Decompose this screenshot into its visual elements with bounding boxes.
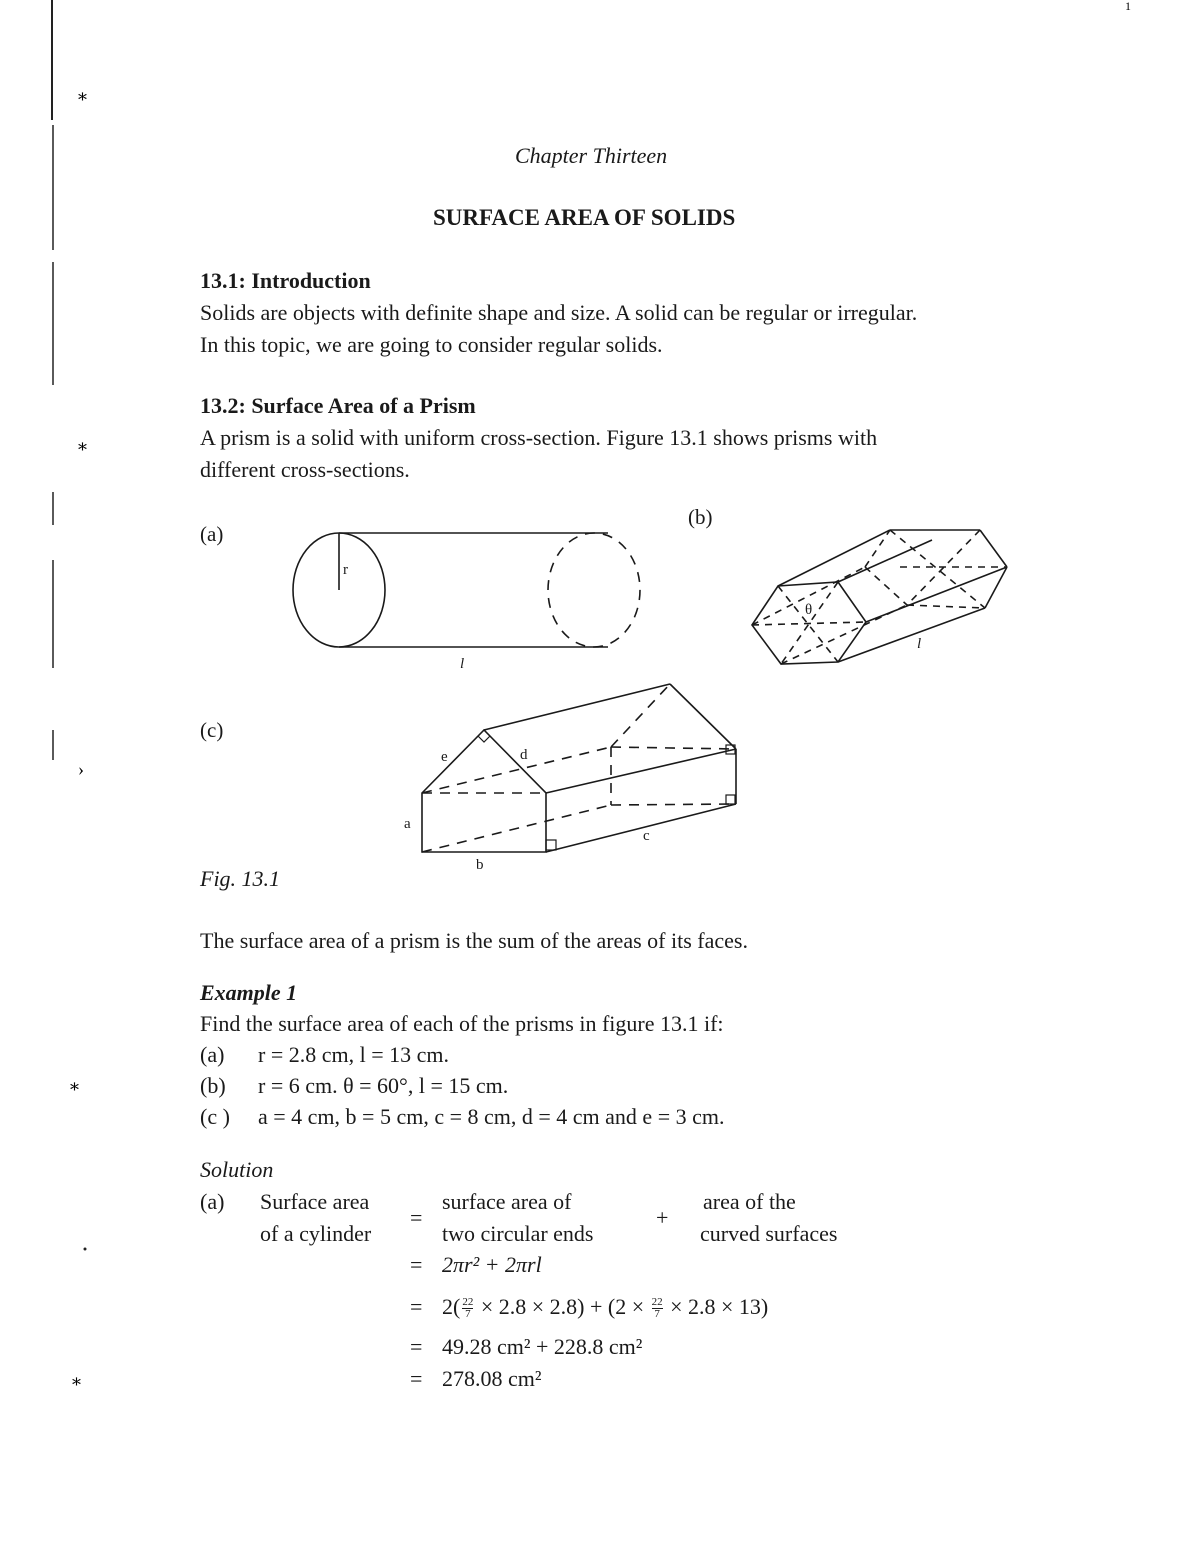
house-c-label: c bbox=[643, 828, 650, 844]
example-part-c-label: (c ) bbox=[200, 1104, 230, 1129]
solution-lhs-line-2: of a cylinder bbox=[260, 1221, 372, 1246]
prism-line-2: different cross-sections. bbox=[200, 457, 410, 482]
svg-text:⁎: ⁎ bbox=[78, 84, 87, 104]
intro-line-2: In this topic, we are going to consider regular solids. bbox=[200, 332, 663, 357]
solution-term1-line-1: surface area of bbox=[442, 1189, 572, 1214]
example-part-a-text: r = 2.8 cm, l = 13 cm. bbox=[258, 1042, 450, 1067]
example-part-b-label: (b) bbox=[200, 1073, 226, 1098]
solution-step-4: 278.08 cm² bbox=[442, 1366, 542, 1391]
fraction-numerator: 22 bbox=[651, 1296, 663, 1309]
cylinder-radius-label: r bbox=[343, 562, 348, 578]
solution-step-3: 49.28 cm² + 228.8 cm² bbox=[442, 1334, 643, 1359]
svg-text:⁎: ⁎ bbox=[78, 434, 87, 454]
solution-step-2 bbox=[442, 1292, 768, 1322]
figure-label-b: (b) bbox=[688, 505, 713, 529]
step-2-open: 2( bbox=[442, 1294, 461, 1319]
house-b-label: b bbox=[476, 857, 484, 873]
step-2-end: × 2.8 × 13) bbox=[664, 1294, 769, 1319]
example-question: Find the surface area of each of the prisms in figure 13.1 if: bbox=[200, 1011, 724, 1036]
cylinder-diagram bbox=[293, 533, 640, 647]
fraction-22-7-a bbox=[462, 1297, 473, 1320]
solution-equals-3: = bbox=[410, 1294, 423, 1319]
cylinder-length-label: l bbox=[460, 656, 465, 672]
step-2-middle: × 2.8 × 2.8) + (2 × bbox=[475, 1294, 650, 1319]
prism-heading: 13.2: Surface Area of a Prism bbox=[200, 393, 476, 418]
solution-equals-5: = bbox=[410, 1366, 423, 1391]
house-a-label: a bbox=[404, 816, 411, 832]
fraction-denominator: 7 bbox=[652, 1308, 663, 1320]
solution-term2-line-2: curved surfaces bbox=[700, 1221, 838, 1246]
figure-label-c: (c) bbox=[200, 718, 224, 742]
hexagonal-prism-diagram bbox=[752, 530, 1007, 664]
solution-term2-line-1: area of the bbox=[703, 1189, 796, 1214]
intro-line-1: Solids are objects with definite shape and size. A solid can be regular or irregular. bbox=[200, 300, 918, 325]
solution-equals-1: = bbox=[410, 1205, 423, 1230]
prism-line-1: A prism is a solid with uniform cross-section. Figure 13.1 shows prisms with bbox=[200, 425, 878, 450]
svg-text:1: 1 bbox=[1125, 0, 1131, 13]
example-part-a-label: (a) bbox=[200, 1042, 225, 1067]
svg-text:⁎: ⁎ bbox=[72, 1369, 81, 1389]
solution-part-label: (a) bbox=[200, 1189, 225, 1214]
solution-lhs-line-1: Surface area bbox=[260, 1189, 370, 1214]
example-heading: Example 1 bbox=[200, 980, 298, 1005]
figure-label-a: (a) bbox=[200, 522, 224, 546]
figure-caption: Fig. 13.1 bbox=[200, 866, 281, 891]
solution-equals-2: = bbox=[410, 1252, 423, 1277]
svg-text:⁎: ⁎ bbox=[70, 1074, 79, 1094]
fraction-denominator: 7 bbox=[462, 1308, 473, 1320]
fraction-22-7-b bbox=[652, 1297, 663, 1320]
svg-text:›: › bbox=[78, 759, 84, 779]
house-e-label: e bbox=[441, 749, 448, 765]
fraction-numerator: 22 bbox=[462, 1296, 474, 1309]
solution-step-1: 2πr² + 2πrl bbox=[442, 1252, 542, 1277]
hexagonal-length-label: l bbox=[917, 636, 922, 652]
hexagon-angle-label: θ bbox=[805, 602, 813, 618]
solution-term1-line-2: two circular ends bbox=[442, 1221, 594, 1246]
solution-plus: + bbox=[656, 1205, 669, 1230]
definition-text: The surface area of a prism is the sum of the areas of its faces. bbox=[200, 928, 748, 953]
intro-heading: 13.1: Introduction bbox=[200, 268, 371, 293]
solution-heading: Solution bbox=[200, 1157, 274, 1182]
example-part-c-text: a = 4 cm, b = 5 cm, c = 8 cm, d = 4 cm and e = 3 cm. bbox=[258, 1104, 725, 1129]
pentagonal-prism-diagram bbox=[422, 684, 736, 852]
solution-equals-4: = bbox=[410, 1334, 423, 1359]
example-part-b-text: r = 6 cm. θ = 60°, l = 15 cm. bbox=[258, 1073, 509, 1098]
chapter-label: Chapter Thirteen bbox=[515, 143, 668, 168]
page-title: SURFACE AREA OF SOLIDS bbox=[433, 205, 736, 230]
house-d-label: d bbox=[520, 747, 528, 763]
